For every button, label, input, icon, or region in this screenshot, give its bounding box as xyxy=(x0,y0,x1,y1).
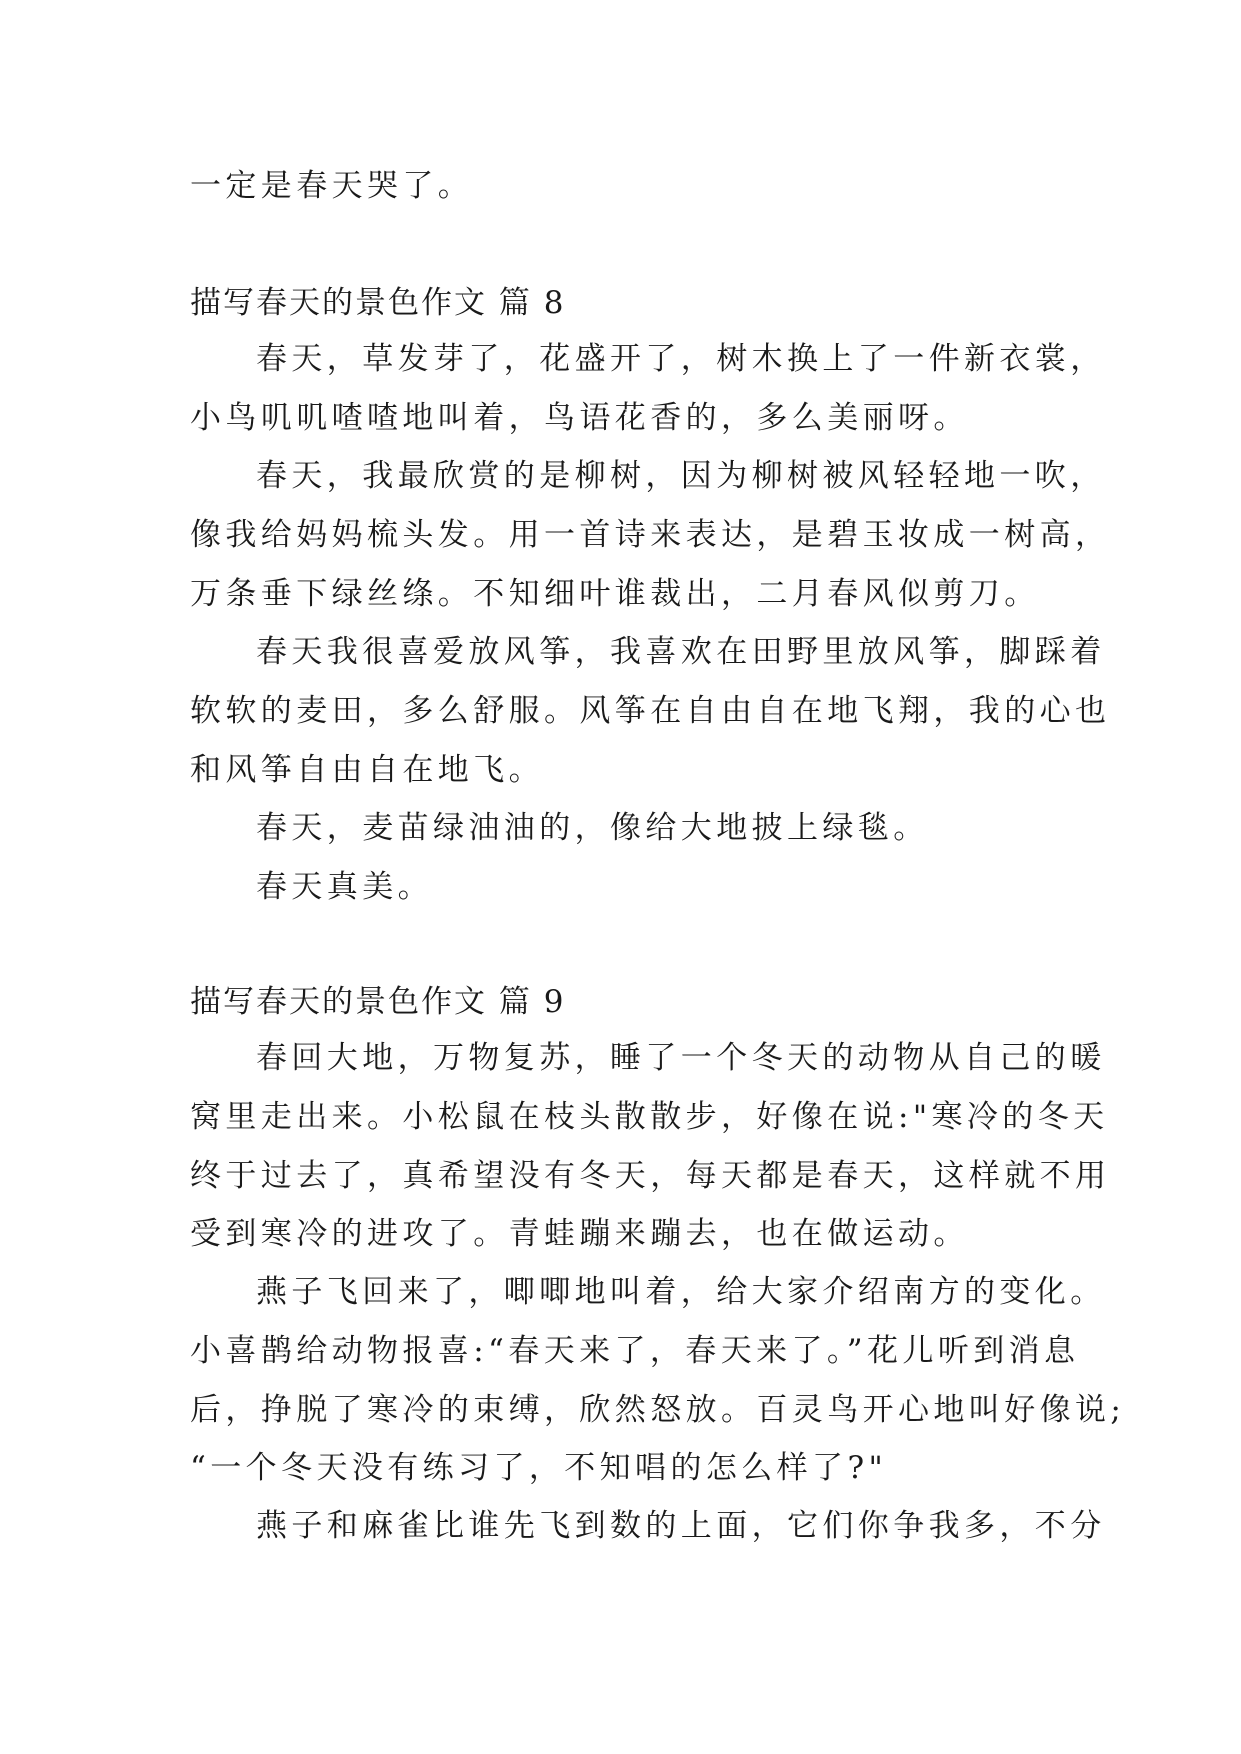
section-8-p1-line1: 春天，草发芽了，花盛开了，树木换上了一件新衣裳， xyxy=(256,341,1106,377)
section-8-p4-line1: 春天，麦苗绿油油的，像给大地披上绿毯。 xyxy=(256,810,929,846)
section-9-title: 描写春天的景色作文 篇 9 xyxy=(190,984,566,1020)
section-9-p3-line1: 燕子和麻雀比谁先飞到数的上面，它们你争我多，不分 xyxy=(256,1508,1106,1544)
section-8-p2-line3: 万条垂下绿丝绦。不知细叶谁裁出，二月春风似剪刀。 xyxy=(190,576,1040,612)
section-8-p3-line1: 春天我很喜爱放风筝，我喜欢在田野里放风筝，脚踩着 xyxy=(256,634,1106,670)
section-9-p1-line2: 窝里走出来。小松鼠在枝头散散步，好像在说:"寒冷的冬天 xyxy=(190,1099,1109,1135)
section-8-p2-line1: 春天，我最欣赏的是柳树，因为柳树被风轻轻地一吹， xyxy=(256,458,1106,494)
section-9-p1-line3: 终于过去了，真希望没有冬天，每天都是春天，这样就不用 xyxy=(190,1158,1111,1194)
section-9-p2-line1: 燕子飞回来了，唧唧地叫着，给大家介绍南方的变化。 xyxy=(256,1274,1106,1310)
section-9-p2-line3: 后，挣脱了寒冷的束缚，欣然怒放。百灵鸟开心地叫好像说; xyxy=(190,1392,1126,1428)
section-8-p3-line3: 和风筝自由自在地飞。 xyxy=(190,752,544,788)
section-9-p2-line4: “一个冬天没有练习了，不知唱的怎么样了?" xyxy=(190,1450,888,1486)
section-9-p2-line2: 小喜鹊给动物报喜:“春天来了，春天来了。”花儿听到消息 xyxy=(190,1333,1080,1369)
intro-line: 一定是春天哭了。 xyxy=(190,168,474,204)
section-8-p3-line2: 软软的麦田，多么舒服。风筝在自由自在地飞翔，我的心也 xyxy=(190,693,1111,729)
section-9-p1-line4: 受到寒冷的进攻了。青蛙蹦来蹦去，也在做运动。 xyxy=(190,1216,969,1252)
section-9-p1-line1: 春回大地，万物复苏，睡了一个冬天的动物从自己的暖 xyxy=(256,1040,1106,1076)
section-8-p1-line2: 小鸟叽叽喳喳地叫着，鸟语花香的，多么美丽呀。 xyxy=(190,400,969,436)
section-8-p2-line2: 像我给妈妈梳头发。用一首诗来表达，是碧玉妆成一树高， xyxy=(190,517,1111,553)
section-8-p5-line1: 春天真美。 xyxy=(256,869,433,905)
section-8-title: 描写春天的景色作文 篇 8 xyxy=(190,285,566,321)
